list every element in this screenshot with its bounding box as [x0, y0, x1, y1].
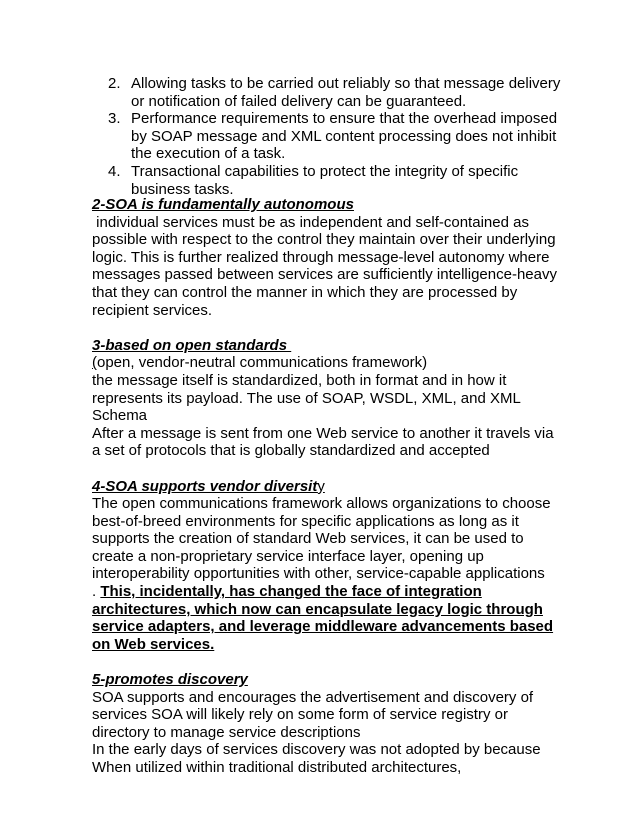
vendor-diversity-emphasis	[92, 583, 562, 653]
section-body-vendor-diversity: The open communications framework allows organizations to choose best-of-breed environments for specific applications as long as it supports the creation of standard Web services, it can be used to create a non-proprietary service interface layer, opening up interoperability opportunities with other, service-capable applications	[92, 495, 551, 583]
paragraph-spacer	[92, 460, 562, 478]
discovery-line-2: In the early days of services discovery was not adopted by because When utilized within traditional distributed architectures,	[92, 741, 541, 776]
list-item-number: 2.	[108, 75, 121, 92]
section-heading-vendor-diversity	[92, 478, 562, 496]
list-item-text: Performance requirements to ensure that the overhead imposed by SOAP message and XML content processing does not inhibit the execution of a task.	[131, 110, 558, 163]
section-body-autonomous: individual services must be as independent and self-contained as possible with respect to the control they maintain over their underlying logic. This is further realized through message-level autonomy where messages passed between services are sufficiently intelligence-heavy that they can control the manner in which they are processed by recipient services.	[92, 213, 562, 319]
document-body	[92, 196, 562, 777]
open-paren: (	[92, 354, 97, 372]
paragraph-spacer	[92, 319, 562, 337]
open-standards-line-1-text: open, vendor-neutral communications framework)	[97, 354, 428, 372]
section-heading-discovery: 5-promotes discovery	[92, 671, 248, 689]
list-item	[108, 110, 568, 163]
vendor-diversity-heading-main: 4-SOA supports vendor diversit	[92, 477, 318, 495]
list-item-number: 4.	[108, 162, 121, 180]
vendor-diversity-lead: .	[92, 583, 101, 601]
numbered-list	[108, 75, 568, 198]
open-standards-line-2: the message itself is standardized, both in format and in how it represents its payload. The use of SOAP, WSDL, XML, and XML Schema	[92, 371, 521, 425]
vendor-diversity-heading-last: y	[317, 477, 325, 495]
list-item-number: 3.	[108, 110, 121, 128]
list-item	[108, 75, 568, 110]
discovery-line-1: SOA supports and encourages the advertisement and discovery of services SOA will likely rely on some form of service registry or directory to manage service descriptions	[92, 688, 534, 741]
list-item	[108, 163, 568, 198]
section-heading-open-standards: 3-based on open standards	[92, 336, 292, 354]
open-standards-line-1	[92, 354, 562, 372]
paragraph-spacer	[92, 653, 562, 671]
vendor-diversity-bold-text: This, incidentally, has changed the face of integration architectures, which now can encapsulate legacy logic through service adapters, and leverage middleware advancements based on Web services.	[92, 583, 554, 653]
open-standards-line-3: After a message is sent from one Web service to another it travels via a set of protocols that is globally standardized and accepted	[92, 424, 554, 460]
list-item-text: Allowing tasks to be carried out reliably so that message delivery or notification of failed delivery can be guaranteed.	[131, 75, 561, 110]
section-heading-autonomous: 2-SOA is fundamentally autonomous	[92, 196, 354, 213]
list-item-text: Transactional capabilities to protect the integrity of specific business tasks.	[131, 162, 519, 198]
